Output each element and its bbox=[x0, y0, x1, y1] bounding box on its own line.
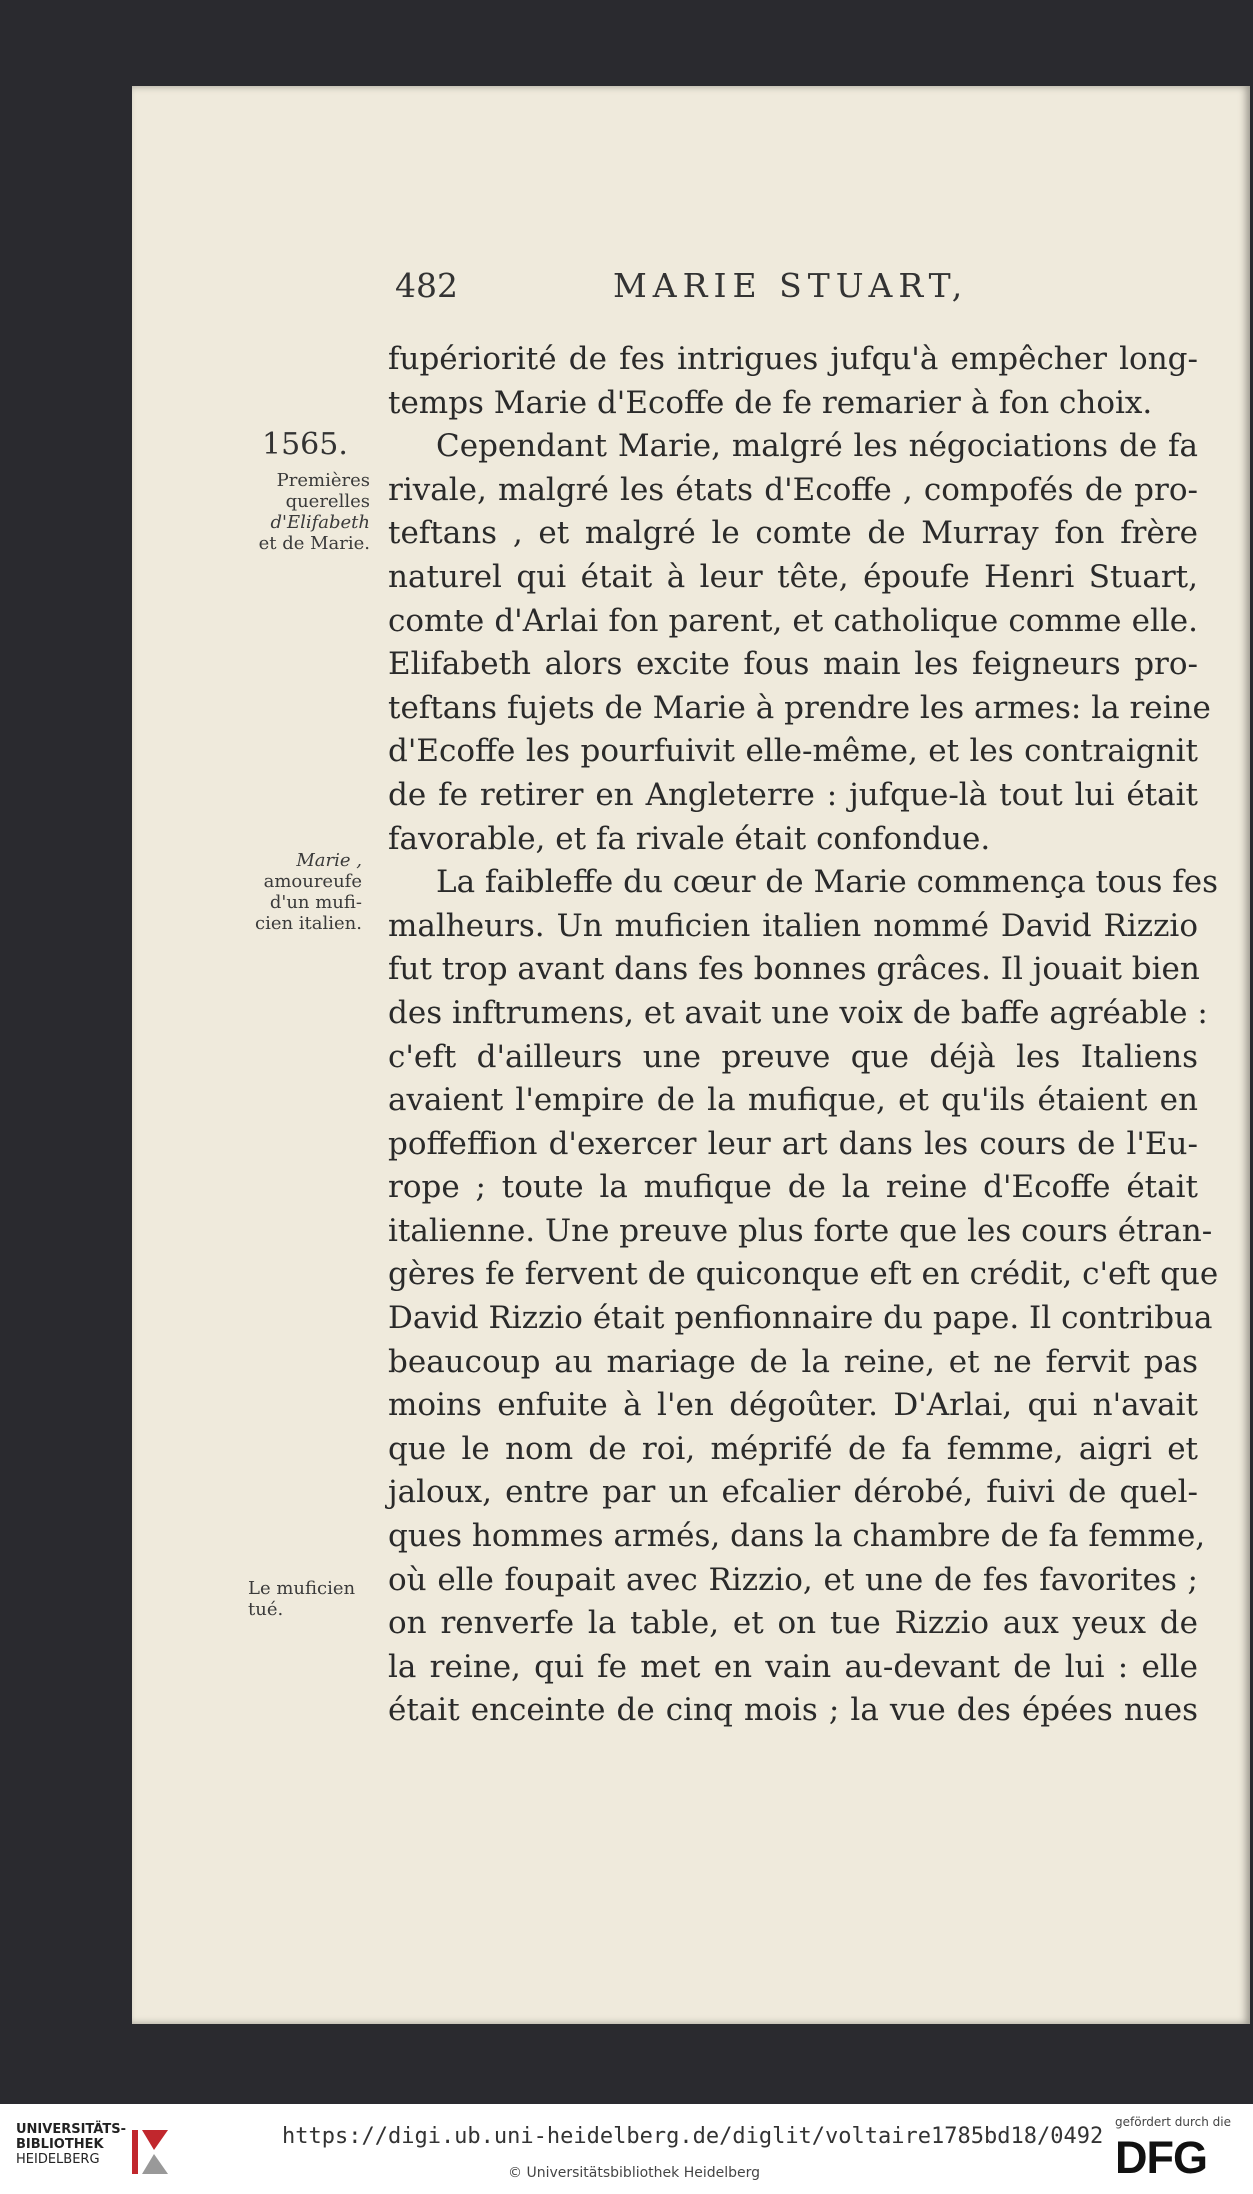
text-line: c'eft d'ailleurs une preuve que déjà les Italiens bbox=[388, 1038, 1198, 1075]
text-line: rivale, malgré les états d'Ecoffe , compofés de pro- bbox=[388, 471, 1198, 508]
margin-note-musician-killed bbox=[248, 1578, 366, 1620]
text-line: favorable, et fa rivale était confondue. bbox=[388, 820, 991, 857]
margin-note-line: d'un mufi- bbox=[269, 892, 362, 913]
text-line: on renverfe la table, et on tue Rizzio aux yeux de bbox=[388, 1605, 1198, 1642]
text-line: que le nom de roi, méprifé de fa femme, aigri et bbox=[388, 1430, 1198, 1467]
text-line: naturel qui était à leur tête, époufe Henri Stuart, bbox=[388, 558, 1198, 595]
text-line: était enceinte de cinq mois ; la vue des épées nues bbox=[388, 1692, 1198, 1729]
text-line: italienne. Une preuve plus forte que les cours étran- bbox=[388, 1212, 1213, 1249]
text-line: la reine, qui fe met en vain au-devant de lui : elle bbox=[388, 1648, 1198, 1685]
text-line: fut trop avant dans fes bonnes grâces. Il jouait bien bbox=[388, 951, 1200, 988]
library-name-line: UNIVERSITÄTS- bbox=[16, 2122, 126, 2137]
page-header bbox=[385, 266, 985, 316]
text-line: malheurs. Un muficien italien nommé David Rizzio bbox=[388, 907, 1198, 944]
text-line: d'Ecoffe les pourfuivit elle-même, et les contraignit bbox=[388, 733, 1198, 770]
margin-note-line: et de Marie. bbox=[258, 533, 370, 554]
text-line: comte d'Arlai fon parent, et catholique comme elle. bbox=[388, 602, 1198, 639]
library-name-line: HEIDELBERG bbox=[16, 2152, 100, 2167]
margin-note-rizzio bbox=[244, 850, 362, 934]
margin-note-line: tué. bbox=[248, 1599, 284, 1620]
text-line: jaloux, entre par un efcalier dérobé, fuivi de quel- bbox=[388, 1474, 1198, 1511]
text-line: teftans fujets de Marie à prendre les armes: la reine bbox=[388, 689, 1211, 726]
page-number: 482 bbox=[395, 266, 458, 305]
text-line: rope ; toute la mufique de la reine d'Ecoffe était bbox=[388, 1169, 1198, 1206]
margin-note-quarrels bbox=[252, 470, 370, 554]
margin-note-line: Marie , bbox=[296, 850, 362, 871]
copyright-notice: © Universitätsbibliothek Heidelberg bbox=[508, 2165, 761, 2181]
text-line: temps Marie d'Ecoffe de fe remarier à fon choix. bbox=[388, 384, 1153, 421]
margin-note-line: d'Elifabeth bbox=[270, 512, 370, 533]
text-line: poffeffion d'exercer leur art dans les cours de l'Eu- bbox=[388, 1125, 1198, 1162]
text-line: David Rizzio était penfionnaire du pape. Il contribua bbox=[388, 1300, 1213, 1337]
text-line: Elifabeth alors excite fous main les feigneurs pro- bbox=[388, 646, 1198, 683]
text-line: La faibleffe du cœur de Marie commença tous fes bbox=[436, 864, 1219, 901]
text-line: avaient l'empire de la mufique, et qu'ils étaient en bbox=[388, 1082, 1198, 1119]
text-line: teftans , et malgré le comte de Murray fon frère bbox=[388, 515, 1198, 552]
running-title: MARIE STUART, bbox=[613, 266, 969, 305]
text-line: moins enfuite à l'en dégoûter. D'Arlai, qui n'avait bbox=[388, 1387, 1198, 1424]
text-line: des inftrumens, et avait une voix de baffe agréable : bbox=[388, 994, 1208, 1031]
margin-note-line: Le muficien bbox=[248, 1578, 356, 1599]
viewer-footer bbox=[0, 2104, 1253, 2194]
dfg-logo[interactable]: DFG bbox=[1115, 2132, 1207, 2183]
text-line: ques hommes armés, dans la chambre de fa femme, bbox=[388, 1518, 1206, 1555]
margin-note-line: querelles bbox=[285, 491, 370, 512]
permalink-url[interactable]: https://digi.ub.uni-heidelberg.de/diglit/voltaire1785bd18/0492 bbox=[282, 2124, 1104, 2149]
text-line: gères fe fervent de quiconque eft en crédit, c'eft que bbox=[388, 1256, 1219, 1293]
text-line: Cependant Marie, malgré les négociations de fa bbox=[436, 428, 1198, 465]
text-line: beaucoup au mariage de la reine, et ne fervit pas bbox=[388, 1343, 1198, 1380]
margin-note-line: cien italien. bbox=[254, 913, 362, 934]
text-line: fupériorité de fes intrigues jufqu'à empêcher long- bbox=[388, 341, 1198, 377]
text-line: de fe retirer en Angleterre : jufque-là tout lui était bbox=[388, 776, 1198, 813]
margin-note-line: Premières bbox=[276, 470, 370, 491]
body-text bbox=[388, 338, 1219, 1733]
marginal-year: 1565. bbox=[262, 427, 348, 462]
margin-note-line: amoureufe bbox=[263, 871, 362, 892]
library-logo-icon bbox=[128, 2124, 176, 2180]
text-line: où elle foupait avec Rizzio, et une de fes favorites ; bbox=[388, 1561, 1198, 1598]
university-library-logo[interactable] bbox=[16, 2122, 186, 2182]
funded-by-label: gefördert durch die bbox=[1115, 2115, 1231, 2129]
library-name-line: BIBLIOTHEK bbox=[16, 2137, 104, 2152]
